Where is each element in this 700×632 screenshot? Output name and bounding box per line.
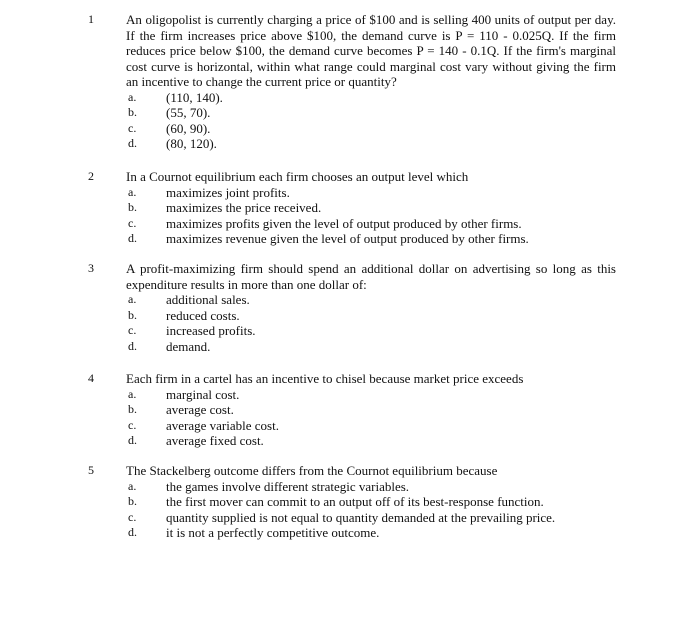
question-number: 1 xyxy=(88,12,94,26)
option-letter: b. xyxy=(128,105,137,119)
option-letter: a. xyxy=(128,184,137,199)
question-text: The Stackelberg outcome differs from the Cournot equilibrium because xyxy=(126,463,498,478)
option-letter: b. xyxy=(128,200,137,214)
answer-option-d xyxy=(126,231,616,247)
option-letter: b. xyxy=(128,494,137,508)
answer-option-a xyxy=(126,90,616,106)
question-body xyxy=(126,12,616,152)
option-text: quantity supplied is not equal to quantity demanded at the prevailing price. xyxy=(166,509,556,525)
question-body xyxy=(126,463,616,541)
question-body xyxy=(126,169,616,247)
option-letter: d. xyxy=(128,338,137,353)
question-number: 4 xyxy=(88,371,94,385)
question-text: An oligopolist is currently charging a price of $100 and is selling 400 units of output per day. If the firm increases price above $100, the demand curve is P = 110 - 0.025Q. If the firm reduces price below $100, the demand curve becomes P = 140 - 0.1Q. If the firm's marginal cost curve is horizontal, within what range could marginal cost vary without giving the firm an incentive to change the current price or quantity? xyxy=(126,12,616,89)
option-text: (60, 90). xyxy=(166,120,211,136)
answer-options xyxy=(126,479,616,541)
option-text: maximizes revenue given the level of output produced by other firms. xyxy=(166,231,529,246)
option-text: average variable cost. xyxy=(166,417,279,433)
answer-option-c xyxy=(126,510,616,526)
answer-option-a xyxy=(126,185,616,201)
option-letter: a. xyxy=(128,292,137,306)
option-text: additional sales. xyxy=(166,292,250,307)
answer-option-d xyxy=(126,339,616,355)
answer-option-c xyxy=(126,323,616,339)
option-text: (80, 120). xyxy=(166,136,217,151)
answer-option-d xyxy=(126,136,616,152)
option-letter: a. xyxy=(128,89,137,104)
answer-option-b xyxy=(126,105,616,121)
option-text: the first mover can commit to an output off of its best-response function. xyxy=(166,494,544,509)
answer-option-a xyxy=(126,387,616,403)
option-letter: c. xyxy=(128,509,137,524)
answer-options xyxy=(126,90,616,152)
answer-option-c xyxy=(126,418,616,434)
option-text: average fixed cost. xyxy=(166,433,264,448)
question-number: 3 xyxy=(88,261,94,275)
option-letter: b. xyxy=(128,402,137,416)
question-body xyxy=(126,261,616,354)
answer-option-a xyxy=(126,479,616,495)
option-letter: a. xyxy=(128,478,137,493)
answer-option-d xyxy=(126,525,616,541)
answer-option-b xyxy=(126,308,616,324)
option-text: (110, 140). xyxy=(166,89,223,105)
answer-options xyxy=(126,387,616,449)
option-text: (55, 70). xyxy=(166,105,211,120)
question-number: 5 xyxy=(88,463,94,477)
question-text: A profit-maximizing firm should spend an additional dollar on advertising so long as this expenditure results in more than one dollar of: xyxy=(126,261,616,292)
option-letter: d. xyxy=(128,136,137,150)
answer-option-c xyxy=(126,216,616,232)
option-text: average cost. xyxy=(166,402,234,417)
answer-option-c xyxy=(126,121,616,137)
option-text: maximizes profits given the level of output produced by other firms. xyxy=(166,215,522,231)
option-text: demand. xyxy=(166,338,211,354)
answer-option-b xyxy=(126,494,616,510)
option-text: increased profits. xyxy=(166,323,256,338)
question-text: In a Cournot equilibrium each firm chooses an output level which xyxy=(126,169,469,184)
question-text: Each firm in a cartel has an incentive to chisel because market price exceeds xyxy=(126,371,524,386)
answer-options xyxy=(126,292,616,354)
option-text: maximizes the price received. xyxy=(166,200,322,215)
option-text: reduced costs. xyxy=(166,307,240,323)
option-letter: c. xyxy=(128,120,137,135)
option-letter: b. xyxy=(128,307,137,322)
option-letter: d. xyxy=(128,231,137,245)
question-body xyxy=(126,371,616,449)
question-number: 2 xyxy=(88,169,94,183)
option-text: marginal cost. xyxy=(166,386,240,402)
option-text: maximizes joint profits. xyxy=(166,184,290,200)
option-letter: c. xyxy=(128,215,137,230)
answer-option-b xyxy=(126,200,616,216)
answer-option-b xyxy=(126,402,616,418)
option-letter: c. xyxy=(128,417,137,432)
option-letter: d. xyxy=(128,525,137,539)
option-text: it is not a perfectly competitive outcome. xyxy=(166,525,380,540)
answer-option-d xyxy=(126,433,616,449)
answer-options xyxy=(126,185,616,247)
option-letter: d. xyxy=(128,433,137,447)
option-text: the games involve different strategic variables. xyxy=(166,478,410,494)
answer-option-a xyxy=(126,292,616,308)
option-letter: a. xyxy=(128,386,137,401)
option-letter: c. xyxy=(128,323,137,337)
